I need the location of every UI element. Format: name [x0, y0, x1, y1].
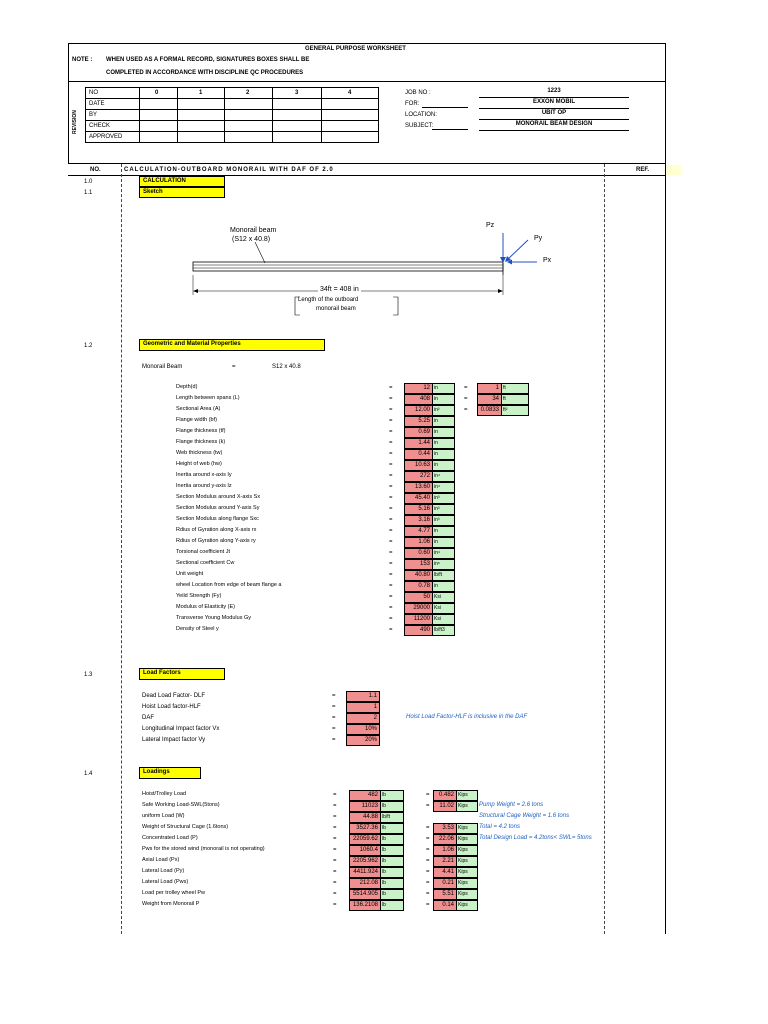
- loading-kips-unit: Kips: [456, 900, 478, 911]
- property-value: 5.16: [404, 504, 433, 515]
- calc-title: CALCULATION-OUTBOARD MONORAIL WITH DAF OF 2.0: [124, 167, 334, 173]
- loading-label: Axial Load (Px): [142, 857, 180, 863]
- property-unit: in³: [432, 493, 455, 504]
- col-ref-header: REF.: [636, 167, 650, 173]
- equals-sign: =: [426, 825, 430, 831]
- property-label: Section Modulus along flange Sxc: [176, 516, 259, 522]
- equals-sign: =: [333, 847, 337, 853]
- equals-sign: =: [389, 594, 393, 600]
- location-value: UBIT OP: [541, 110, 567, 116]
- equals-sign: =: [389, 572, 393, 578]
- equals-sign: =: [333, 880, 337, 886]
- loading-kips-unit: Kips: [456, 878, 478, 889]
- loading-kips-unit: Kips: [456, 889, 478, 900]
- property-value: 0.60: [404, 548, 433, 559]
- rev-row-date: DATE: [89, 101, 105, 107]
- loading-kips-value: 0.14: [433, 900, 457, 911]
- property-conv-value: 34: [477, 394, 502, 405]
- load-factor-label: Lateral Impact factor Vy: [142, 737, 206, 743]
- property-unit: in³: [432, 515, 455, 526]
- equals-sign: =: [333, 836, 337, 842]
- equals-sign: =: [464, 407, 468, 413]
- property-value: 1.44: [404, 438, 433, 449]
- loading-value: 136.2108: [349, 900, 381, 911]
- loading-unit: lb: [380, 790, 404, 801]
- property-unit: in⁶: [432, 559, 455, 570]
- property-value: 4.77: [404, 526, 433, 537]
- rev-col-4: 4: [348, 90, 352, 96]
- load-factor-value: 20%: [346, 735, 380, 746]
- property-value: 3.16: [404, 515, 433, 526]
- equals-sign: =: [464, 396, 468, 402]
- equals-sign: =: [389, 561, 393, 567]
- equals-sign: =: [333, 792, 337, 798]
- loading-label: Safe Working Load-SWL(5tons): [142, 802, 220, 808]
- loading-label: Lateral Load (Py): [142, 868, 185, 874]
- property-label: Rdius of Gyration along Y-axis ry: [176, 538, 256, 544]
- loading-value: 5514.905: [349, 889, 381, 900]
- load-factor-value: 1.1: [346, 691, 380, 702]
- col-no-header: NO.: [90, 167, 101, 173]
- property-label: Section Modulus around X-axis Sx: [176, 494, 261, 500]
- property-label: Length between spans (L): [176, 395, 240, 401]
- equals-sign: =: [389, 451, 393, 457]
- property-value: 5.25: [404, 416, 433, 427]
- property-value: 408: [404, 394, 433, 405]
- property-label: Flange width (bf): [176, 417, 217, 423]
- property-label: Inertia around x-axis Iy: [176, 472, 232, 478]
- loading-value: 212.08: [349, 878, 381, 889]
- property-value: 11200: [404, 614, 433, 625]
- loading-kips-unit: Kips: [456, 823, 478, 834]
- section-1-0-num: 1.0: [84, 179, 93, 185]
- loading-unit: lb: [380, 823, 404, 834]
- loading-kips-value: 11.02: [433, 801, 457, 812]
- property-unit: in⁴: [432, 548, 455, 559]
- loading-unit: lb: [380, 878, 404, 889]
- property-value: 12.00: [404, 405, 433, 416]
- equals-sign: =: [426, 869, 430, 875]
- property-label: Unit weight: [176, 571, 204, 577]
- worksheet-title: GENERAL PURPOSE WORKSHEET: [305, 46, 406, 52]
- property-value: 490: [404, 625, 433, 636]
- loading-label: Weight from Monorail P: [142, 901, 200, 907]
- loading-value: 44.88: [349, 812, 381, 823]
- property-unit: in: [432, 394, 455, 405]
- loading-kips-unit: Kips: [456, 856, 478, 867]
- equals-sign: =: [426, 847, 430, 853]
- loading-unit: lb: [380, 867, 404, 878]
- property-label: Web thickness (tw): [176, 450, 223, 456]
- equals-sign: =: [426, 858, 430, 864]
- equals-sign: =: [333, 814, 337, 820]
- equals-sign: =: [332, 737, 336, 743]
- equals-sign: =: [426, 803, 430, 809]
- loading-label: Concentrated Load (P): [142, 835, 198, 841]
- property-unit: in: [432, 427, 455, 438]
- equals-sign: =: [426, 792, 430, 798]
- equals-sign: =: [389, 462, 393, 468]
- dimension-label: 34ft = 408 in: [320, 286, 359, 293]
- monorail-value: S12 x 40.8: [272, 364, 301, 370]
- property-value: 0.69: [404, 427, 433, 438]
- equals-sign: =: [426, 902, 430, 908]
- property-value: 12: [404, 383, 433, 394]
- length-note-2: monorail beam: [316, 306, 356, 312]
- loading-value: 482: [349, 790, 381, 801]
- rev-col-3: 3: [295, 90, 299, 96]
- note-pump-weight: Pump Weight = 2.6 tons: [479, 802, 544, 808]
- property-label: Depth(d): [176, 384, 198, 390]
- subject-value: MONORAIL BEAM DESIGN: [515, 121, 593, 127]
- equals-sign: =: [426, 836, 430, 842]
- loading-kips-value: 5.51: [433, 889, 457, 900]
- rev-row-check: CHECK: [89, 123, 111, 129]
- equals-sign: =: [389, 484, 393, 490]
- equals-sign: =: [332, 715, 336, 721]
- property-conv-value: 1: [477, 383, 502, 394]
- loading-label: Weight of Structural Cage (1.6tons): [142, 824, 229, 830]
- property-unit: in: [432, 383, 455, 394]
- rev-col-2: 2: [246, 90, 250, 96]
- job-no-value: 1223: [547, 88, 561, 94]
- loading-kips-unit: Kips: [456, 801, 478, 812]
- property-value: 153: [404, 559, 433, 570]
- load-factor-label: Longitudinal Impact factor Vx: [142, 726, 220, 732]
- equals-sign: =: [389, 616, 393, 622]
- property-unit: lb/ft3: [432, 625, 455, 636]
- equals-sign: =: [389, 440, 393, 446]
- property-unit: in⁴: [432, 471, 455, 482]
- section-1-1-num: 1.1: [84, 190, 93, 196]
- property-value: 50: [404, 592, 433, 603]
- equals-sign: =: [389, 495, 393, 501]
- property-unit: Ksi: [432, 603, 455, 614]
- equals-sign: =: [389, 506, 393, 512]
- subject-label: SUBJECT:: [405, 123, 434, 129]
- for-label: FOR:: [405, 101, 420, 107]
- property-value: 0.44: [404, 449, 433, 460]
- equals-sign: =: [333, 891, 337, 897]
- loading-label: uniform Load (W): [142, 813, 185, 819]
- equals-sign: =: [333, 825, 337, 831]
- section-1-3-num: 1.3: [84, 672, 93, 678]
- equals-sign: =: [389, 396, 393, 402]
- loading-kips-unit: Kips: [456, 790, 478, 801]
- property-unit: Ksi: [432, 592, 455, 603]
- equals-sign: =: [389, 517, 393, 523]
- loading-kips-value: 22.06: [433, 834, 457, 845]
- loading-value: 2205.962: [349, 856, 381, 867]
- pz-label: Pz: [486, 222, 495, 229]
- property-unit: in: [432, 581, 455, 592]
- equals-sign: =: [389, 583, 393, 589]
- property-value: 13.60: [404, 482, 433, 493]
- loading-label: Load per trolley wheel Pw: [142, 890, 205, 896]
- property-conv-value: 0.0833: [477, 405, 502, 416]
- note-total: Total = 4.2 tons: [479, 824, 520, 830]
- note-label: NOTE :: [72, 57, 93, 63]
- load-factor-note: Hoist Load Factor-HLF is inclusive in the DAF: [406, 714, 528, 720]
- property-unit: in³: [432, 504, 455, 515]
- section-1-3-label: Load Factors: [139, 668, 225, 680]
- property-label: Flange thickness (k): [176, 439, 226, 445]
- property-label: Torsional coefficient Jt: [176, 549, 231, 555]
- property-value: 45.40: [404, 493, 433, 504]
- py-label: Py: [534, 235, 543, 242]
- property-label: wheel Location from edge of beam flange a: [176, 582, 282, 588]
- property-unit: in: [432, 416, 455, 427]
- load-factor-value: 10%: [346, 724, 380, 735]
- loading-value: 3527.36: [349, 823, 381, 834]
- loading-label: Lateral Load (Pws): [142, 879, 189, 885]
- equals-sign: =: [389, 429, 393, 435]
- loading-value: 11023: [349, 801, 381, 812]
- revision-side-label: REVISION: [72, 110, 78, 134]
- rev-row-approved: APPROVED: [89, 134, 123, 140]
- property-unit: in: [432, 460, 455, 471]
- section-1-4-num: 1.4: [84, 771, 93, 777]
- rev-row-by: BY: [89, 112, 98, 118]
- monorail-label: Monorail Beam: [142, 364, 183, 370]
- load-factor-label: DAF: [142, 715, 154, 721]
- equals-sign: =: [333, 869, 337, 875]
- load-factor-label: Hoist Load factor-HLF: [142, 704, 201, 710]
- property-unit: in: [432, 537, 455, 548]
- rev-col-0: 0: [155, 90, 159, 96]
- property-unit: in: [432, 526, 455, 537]
- equals-sign: =: [426, 891, 430, 897]
- loading-kips-value: 0.482: [433, 790, 457, 801]
- loading-unit: lb: [380, 900, 404, 911]
- property-conv-unit: ft²: [501, 405, 529, 416]
- property-label: Transverse Young Modulus Gy: [176, 615, 252, 621]
- loading-kips-unit: Kips: [456, 834, 478, 845]
- equals-sign: =: [389, 407, 393, 413]
- property-value: 272: [404, 471, 433, 482]
- property-label: Height of web (hw): [176, 461, 222, 467]
- property-label: Rdius of Gyration along X-axis rx: [176, 527, 257, 533]
- loading-label: Pws for the stored wind (monorail is not operating): [142, 846, 265, 852]
- equals-sign: =: [333, 803, 337, 809]
- property-value: 29000: [404, 603, 433, 614]
- property-unit: in: [432, 438, 455, 449]
- load-factor-value: 2: [346, 713, 380, 724]
- property-value: 40.80: [404, 570, 433, 581]
- loading-kips-value: 2.21: [433, 856, 457, 867]
- beam-label-1: Monorail beam: [230, 227, 277, 234]
- section-1-1-label: Sketch: [139, 187, 225, 198]
- job-no-label: JOB NO :: [405, 90, 431, 96]
- equals-sign: =: [332, 693, 336, 699]
- load-factor-value: 1: [346, 702, 380, 713]
- loading-kips-value: 0.21: [433, 878, 457, 889]
- property-conv-unit: ft: [501, 394, 529, 405]
- for-value: EXXON MOBIL: [532, 99, 575, 105]
- property-conv-unit: ft: [501, 383, 529, 394]
- property-unit: in: [432, 449, 455, 460]
- section-1-0-label: CALCULATION: [139, 176, 225, 187]
- property-value: 0.78: [404, 581, 433, 592]
- equals-sign: =: [389, 528, 393, 534]
- property-label: Inertia around y-axis Iz: [176, 483, 232, 489]
- loading-kips-value: 1.06: [433, 845, 457, 856]
- equals-sign: =: [389, 418, 393, 424]
- monorail-eq: =: [232, 364, 236, 370]
- rev-row-no: NO: [89, 90, 98, 96]
- equals-sign: =: [464, 385, 468, 391]
- equals-sign: =: [389, 550, 393, 556]
- section-1-2-num: 1.2: [84, 343, 93, 349]
- loading-kips-value: 4.41: [433, 867, 457, 878]
- equals-sign: =: [389, 539, 393, 545]
- property-unit: Ksi: [432, 614, 455, 625]
- loading-value: 22059.62: [349, 834, 381, 845]
- note-line-2: COMPLETED IN ACCORDANCE WITH DISCIPLINE QC PROCEDURES: [106, 70, 304, 76]
- property-unit: in²: [432, 405, 455, 416]
- loading-unit: lb: [380, 889, 404, 900]
- loading-value: 1060.4: [349, 845, 381, 856]
- loading-unit: lb: [380, 801, 404, 812]
- equals-sign: =: [389, 385, 393, 391]
- rev-col-1: 1: [199, 90, 203, 96]
- px-label: Px: [543, 257, 552, 264]
- equals-sign: =: [332, 704, 336, 710]
- property-value: 10.63: [404, 460, 433, 471]
- loading-unit: lb: [380, 856, 404, 867]
- loading-kips-unit: Kips: [456, 867, 478, 878]
- loading-kips-value: 3.53: [433, 823, 457, 834]
- note-line-1: WHEN USED AS A FORMAL RECORD, SIGNATURES BOXES SHALL BE: [106, 57, 310, 63]
- property-label: Yeild Strength (Fy): [176, 593, 222, 599]
- equals-sign: =: [389, 473, 393, 479]
- section-1-2-label: Geometric and Material Properties: [139, 339, 325, 351]
- note-total-design-load: Total Design Load = 4.2tons< SWL= 5tons: [479, 835, 592, 841]
- location-label: LOCATION:: [405, 112, 437, 118]
- loading-label: Hoist/Trolley Load: [142, 791, 187, 797]
- equals-sign: =: [333, 858, 337, 864]
- section-1-4-label: Loadings: [139, 767, 201, 779]
- equals-sign: =: [389, 605, 393, 611]
- equals-sign: =: [333, 902, 337, 908]
- property-unit: in⁴: [432, 482, 455, 493]
- property-label: Sectional coefficient Cw: [176, 560, 235, 566]
- load-factor-label: Dead Load Factor- DLF: [142, 693, 206, 699]
- loading-value: 4411.924: [349, 867, 381, 878]
- property-label: Flange thickness (tf): [176, 428, 226, 434]
- property-unit: lb/ft: [432, 570, 455, 581]
- beam-label-2: (S12 x 40.8): [232, 236, 271, 243]
- loading-unit: lb: [380, 845, 404, 856]
- property-label: Sectional Area (A): [176, 406, 221, 412]
- note-cage-weight: Structural Cage Weight = 1.6 tons: [479, 813, 570, 819]
- loading-unit: lb/ft: [380, 812, 404, 823]
- equals-sign: =: [332, 726, 336, 732]
- property-label: Modulus of Elasticity (E): [176, 604, 235, 610]
- loading-kips-unit: Kips: [456, 845, 478, 856]
- length-note-1: Length of the outboard: [298, 297, 359, 303]
- equals-sign: =: [389, 627, 393, 633]
- property-value: 1.06: [404, 537, 433, 548]
- equals-sign: =: [426, 880, 430, 886]
- property-label: Section Modulus around Y-axis Sy: [176, 505, 260, 511]
- loading-unit: lb: [380, 834, 404, 845]
- property-label: Density of Steel y: [176, 626, 219, 632]
